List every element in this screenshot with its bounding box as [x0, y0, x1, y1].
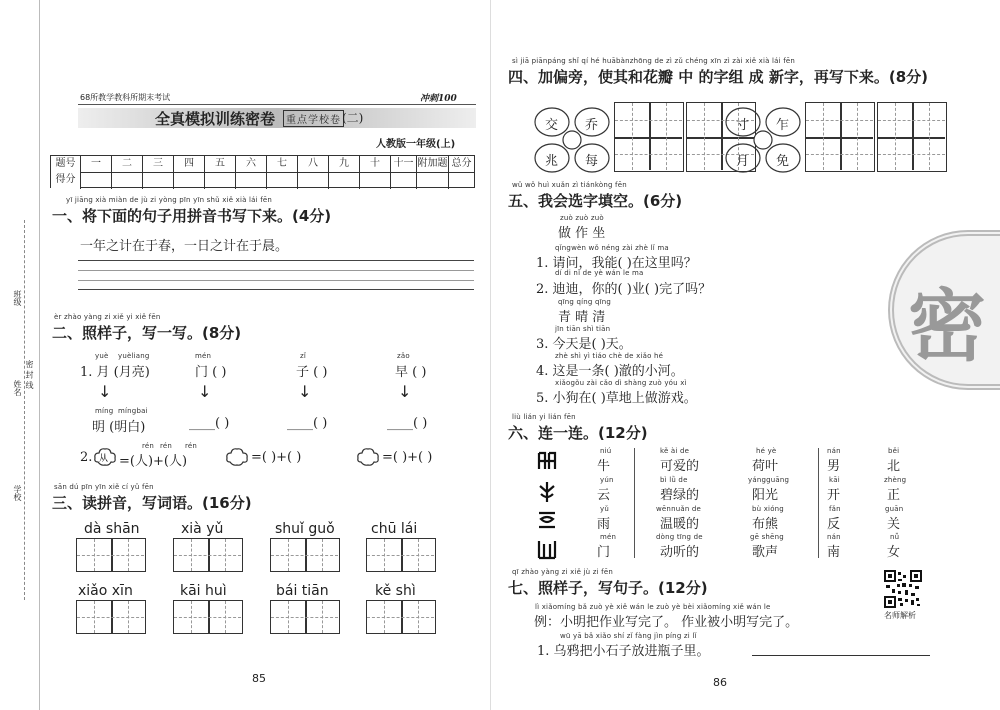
q5-l2[interactable]: 2. 迪迪，你的( )业( )完了吗？	[536, 282, 712, 297]
q2-r2-1[interactable]: ____( )	[189, 416, 230, 431]
q6-c4-py-0: nán	[827, 447, 841, 455]
score-header-12: 附加题	[417, 156, 449, 189]
arrow-down-icon: ↓	[98, 382, 112, 401]
q7-s1: 1. 乌鸦把小石子放进瓶子里。	[537, 644, 710, 659]
q2-pinyin: èr zhào yàng zi xiě yi xiě fēn	[54, 313, 161, 321]
q7-title: 七、照样子，写句子。(12分)	[508, 579, 708, 597]
score-header-0: 题号	[51, 156, 81, 189]
q2-r3-2[interactable]: =( )+( )	[251, 450, 302, 465]
q7-answer-line[interactable]	[752, 655, 930, 656]
qr-code-icon[interactable]	[884, 570, 922, 608]
q6-c1-py-1: yún	[600, 476, 614, 484]
q6-c2-0[interactable]: 可爱的	[660, 459, 700, 474]
q7-s1-py: wū yā bǎ xiǎo shí zǐ fàng jìn píng zi lǐ	[560, 632, 697, 640]
q5-chars2-py: qīng qíng qīng	[558, 298, 612, 306]
writing-grid[interactable]	[76, 538, 146, 572]
writing-grid[interactable]	[366, 600, 436, 634]
q3-word-6: bái tiān	[276, 583, 329, 599]
q6-c3-py-0: hé yè	[756, 447, 777, 455]
q6-c2-3[interactable]: 动听的	[660, 545, 700, 560]
q2-r2-0: 明 (明白)	[92, 420, 146, 435]
q2-r1-1[interactable]: 门 ( )	[195, 365, 227, 380]
q2-r2-2[interactable]: ____( )	[287, 416, 328, 431]
q6-separator	[634, 448, 635, 558]
score-row-label: 得分	[51, 172, 81, 188]
q2-r1-py-2: mén	[195, 352, 212, 360]
q6-c2-py-0: kě ài de	[660, 447, 690, 455]
q2-r3-3[interactable]: =( )+( )	[382, 450, 433, 465]
header-rule	[78, 104, 476, 105]
cloud-shape-icon	[93, 446, 117, 468]
q6-c3-0[interactable]: 荷叶	[752, 459, 779, 474]
page-number-left: 85	[252, 672, 266, 685]
q6-c1-3[interactable]: 门	[597, 545, 611, 560]
q2-r1-3[interactable]: 早 ( )	[395, 365, 427, 380]
q1-pinyin: yī jiāng xià miàn de jù zi yòng pīn yīn shǔ xiě xià lái fēn	[66, 196, 273, 204]
q3-title: 三、读拼音，写词语。(16分)	[52, 494, 252, 512]
q1-answer-lines[interactable]	[78, 260, 474, 290]
q5-l3[interactable]: 3. 今天是( )天。	[536, 337, 632, 352]
q6-c1-py-0: niú	[600, 447, 612, 455]
writing-grid[interactable]	[173, 538, 243, 572]
q6-c2-1[interactable]: 碧绿的	[660, 488, 700, 503]
q5-l2-py: dí di nǐ de yè wán le ma	[555, 269, 644, 277]
q6-c5-py-0: běi	[888, 447, 900, 455]
q6-c3-3[interactable]: 歌声	[752, 545, 779, 560]
q5-l4-py: zhè shì yì tiáo chè de xiǎo hé	[555, 352, 664, 360]
q5-chars2: 青 晴 清	[558, 310, 606, 325]
q5-l1-py: qǐngwèn wǒ néng zài zhè lǐ ma	[555, 244, 669, 252]
q5-pinyin: wǔ wǒ huì xuǎn zì tiánkòng fēn	[512, 181, 627, 189]
q5-chars1-py: zuò zuò zuò	[560, 214, 604, 222]
pictogram-ox-icon	[536, 450, 558, 472]
score-header-2: 二	[112, 156, 143, 189]
q1-title: 一、将下面的句子用拼音书写下来。(4分)	[52, 207, 332, 225]
q6-c5-1[interactable]: 正	[887, 488, 901, 503]
q7-example: 例：小明把作业写完了。 作业被小明写完了。	[534, 615, 799, 630]
score-header-13: 总分	[451, 158, 472, 169]
q4-title: 四、加偏旁，使其和花瓣 中 的字组 成 新字，再写下来。(8分)	[508, 68, 929, 86]
q6-c4-py-2: fǎn	[829, 505, 841, 513]
q3-pinyin: sān dú pīn yīn xiě cí yǔ fēn	[54, 483, 154, 491]
q6-c1-py-2: yǔ	[600, 505, 609, 513]
q6-c2-py-3: dòng tīng de	[656, 533, 703, 541]
score-header-10: 十	[360, 156, 391, 189]
margin-dashed-line	[24, 220, 25, 600]
q2-r3-1: =(人)+(人)	[119, 454, 188, 469]
q6-c1-1[interactable]: 云	[597, 488, 611, 503]
q2-r2-py-0: míng	[95, 407, 114, 415]
q6-c4-3[interactable]: 南	[827, 545, 841, 560]
cloud-shape-icon	[225, 446, 249, 468]
q6-c5-py-3: nǚ	[890, 533, 900, 541]
score-header-5: 五	[205, 156, 236, 189]
q5-chars1: 做 作 坐	[558, 226, 606, 241]
cloud-shape-icon	[356, 446, 380, 468]
q5-l5-py: xiǎogǒu zài cǎo dì shàng zuò yóu xì	[555, 379, 687, 387]
q4-pinyin: sì jiā piānpáng shǐ qí hé huābànzhōng de zì zǔ chéng xīn zì zài xiě xià lái fēn	[512, 57, 796, 65]
q6-c4-1[interactable]: 开	[827, 488, 841, 503]
flower1-petal-3: 每	[585, 154, 599, 169]
flower1-petal-0: 交	[545, 118, 559, 133]
pictogram-rain-icon	[536, 509, 558, 531]
flower2-petal-3: 免	[776, 154, 790, 169]
q6-c2-py-2: wēnnuǎn de	[656, 505, 702, 513]
q2-r3-py-0: rén	[142, 442, 155, 450]
name-label: 姓名	[13, 380, 22, 396]
q6-c3-1[interactable]: 阳光	[752, 488, 779, 503]
q2-r3-0: 2.	[80, 450, 93, 465]
flower-diagram-1	[532, 100, 612, 180]
q6-pinyin: liù lián yi lián fēn	[512, 413, 576, 421]
q6-c5-2[interactable]: 关	[887, 517, 901, 532]
seal-line-label: 密 封 线	[25, 360, 34, 390]
q2-r1-py-3: zǐ	[300, 352, 307, 360]
q5-l4[interactable]: 4. 这是一条( )澈的小河。	[536, 364, 684, 379]
arrow-down-icon: ↓	[198, 382, 212, 401]
writing-grid[interactable]	[270, 538, 340, 572]
q6-c4-py-3: nán	[827, 533, 841, 541]
q2-r1-py-0: yuè	[95, 352, 109, 360]
q2-r2-3[interactable]: ____( )	[387, 416, 428, 431]
q6-c1-0[interactable]: 牛	[597, 459, 611, 474]
score-header-7: 七	[267, 156, 298, 189]
arrow-down-icon: ↓	[398, 382, 412, 401]
flower2-petal-2: 月	[736, 154, 750, 169]
score-header-4: 四	[174, 156, 205, 189]
q6-title: 六、连一连。(12分)	[508, 424, 648, 442]
score-header-9: 九	[329, 156, 360, 189]
arrow-down-icon: ↓	[298, 382, 312, 401]
q6-c4-0[interactable]: 男	[827, 459, 841, 474]
school-badge: 重点学校卷	[283, 110, 344, 127]
edition-label: 人教版一年级(上)	[376, 139, 456, 150]
pictogram-door-icon	[536, 538, 558, 560]
q5-title: 五、我会选字填空。(6分)	[508, 192, 683, 210]
title-suffix: (二)	[342, 111, 364, 125]
q6-c3-2[interactable]: 布熊	[752, 517, 779, 532]
q6-c1-2[interactable]: 雨	[597, 517, 611, 532]
q6-c5-py-1: zhèng	[884, 476, 907, 484]
q6-separator	[818, 448, 819, 558]
q2-r1-py-1: yuèliang	[118, 352, 150, 360]
pictogram-cloud-icon	[536, 480, 558, 504]
q7-pinyin: qī zhào yàng zi xiě jù zi fēn	[512, 568, 613, 576]
flower1-petal-2: 兆	[545, 154, 559, 169]
q3-word-2: shuǐ guǒ	[275, 521, 335, 537]
q3-word-4: xiǎo xīn	[78, 583, 133, 599]
q2-title: 二、照样子，写一写。(8分)	[52, 324, 242, 342]
writing-grid[interactable]	[76, 600, 146, 634]
page-title: 全真模拟训练密卷	[155, 110, 276, 128]
writing-grid[interactable]	[270, 600, 340, 634]
q3-word-7: kě shì	[375, 583, 416, 599]
seal-stamp-text: 密	[908, 281, 987, 372]
q7-example-py: lì xiǎomíng bǎ zuò yè xiě wán le zuò yè bèi xiǎomíng xiě wán le	[535, 603, 771, 611]
q2-r2-py-1: míngbai	[118, 407, 148, 415]
score-table	[50, 155, 475, 188]
score-header-8: 八	[298, 156, 329, 189]
q6-c3-py-2: bù xióng	[752, 505, 784, 513]
writing-grid[interactable]	[366, 538, 436, 572]
q3-word-0: dà shān	[84, 521, 140, 537]
q6-c2-py-1: bì lǜ de	[660, 476, 688, 484]
writing-grid[interactable]	[173, 600, 243, 634]
page-number-right: 86	[713, 676, 727, 689]
title-band	[78, 108, 476, 128]
writing-grid[interactable]	[614, 102, 684, 172]
score-header-6: 六	[236, 156, 267, 189]
q6-c5-py-2: guān	[885, 505, 904, 513]
q6-c3-py-1: yángguāng	[748, 476, 790, 484]
flower2-petal-1: 乍	[776, 118, 790, 133]
q2-r3-py-2: rén	[160, 442, 173, 450]
q3-word-3: chū lái	[371, 521, 418, 537]
q6-c5-3[interactable]: 女	[887, 545, 901, 560]
score-header-3: 三	[143, 156, 174, 189]
brand-label: 冲刺100	[420, 94, 457, 104]
flower2-petal-0: 寸	[736, 118, 750, 133]
q5-l1[interactable]: 1. 请问，我能( )在这里吗？	[536, 256, 697, 271]
writing-grid[interactable]	[877, 102, 947, 172]
seal-stamp	[888, 230, 1000, 390]
q6-c1-py-3: mén	[600, 533, 617, 541]
q6-c4-py-1: kāi	[829, 476, 840, 484]
school-label: 学校	[13, 485, 22, 501]
score-header-11: 十一	[391, 156, 417, 189]
q3-word-1: xià yǔ	[181, 521, 224, 537]
q1-sentence: 一年之计在于春，一日之计在于晨。	[80, 239, 289, 254]
binding-margin	[0, 0, 40, 710]
q5-l3-py: jīn tiān shì tiān	[555, 325, 611, 333]
q6-c4-2[interactable]: 反	[827, 517, 841, 532]
q2-r1-0: 1. 月 (月亮)	[80, 365, 150, 380]
q2-r1-py-4: zǎo	[397, 352, 410, 360]
flower1-petal-1: 乔	[585, 118, 599, 133]
q2-r1-2[interactable]: 子 ( )	[296, 365, 328, 380]
q5-l5[interactable]: 5. 小狗在( )草地上做游戏。	[536, 391, 697, 406]
header-top-left: 68所教学教科所期末考试	[80, 93, 171, 102]
q3-word-5: kāi huì	[180, 583, 227, 599]
q6-c5-0[interactable]: 北	[887, 459, 901, 474]
score-header-1: 一	[81, 156, 112, 189]
writing-grid[interactable]	[805, 102, 875, 172]
page-divider	[490, 0, 491, 710]
qr-code-label: 名师解析	[884, 611, 916, 620]
svg-text:从: 从	[99, 454, 109, 464]
q2-r3-py-1: rén	[185, 442, 198, 450]
q6-c3-py-3: gē shēng	[750, 533, 784, 541]
class-label: 班级	[13, 290, 22, 306]
flower-diagram-2	[723, 100, 803, 180]
q6-c2-2[interactable]: 温暖的	[660, 517, 700, 532]
